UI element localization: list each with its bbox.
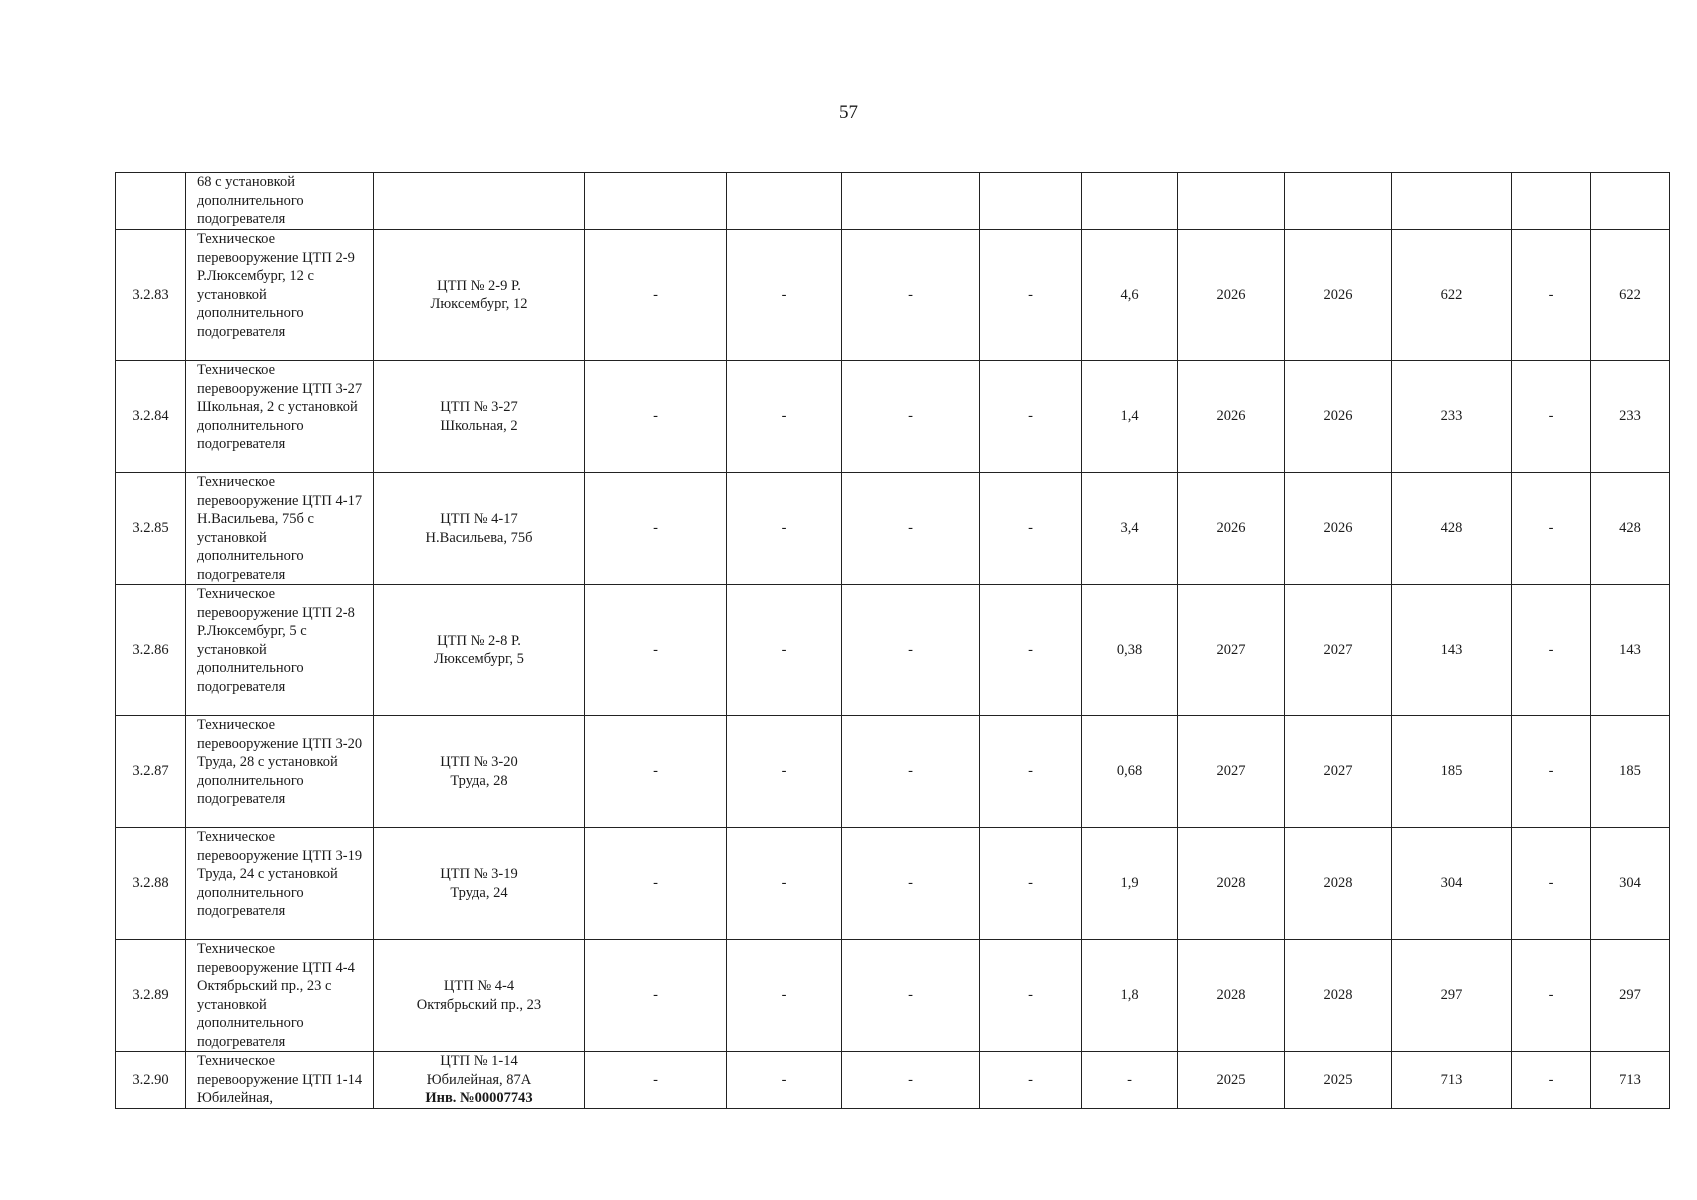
value-cell-c10: 233 bbox=[1591, 361, 1670, 473]
value-cell-c1: - bbox=[585, 828, 727, 940]
address-line: Труда, 24 bbox=[450, 884, 508, 901]
row-address bbox=[374, 585, 585, 716]
value-cell-c5: 4,6 bbox=[1082, 230, 1178, 361]
value-cell-c5: 1,9 bbox=[1082, 828, 1178, 940]
value-cell-c6: 2028 bbox=[1178, 940, 1285, 1052]
value-cell-c1: - bbox=[585, 361, 727, 473]
address-line: ЦТП № 2-8 Р. bbox=[437, 632, 521, 649]
address-line: ЦТП № 3-20 bbox=[440, 754, 518, 770]
value-cell-c8: 233 bbox=[1392, 361, 1512, 473]
value-cell-c4: - bbox=[980, 940, 1082, 1052]
value-cell-c2: - bbox=[727, 1052, 842, 1109]
value-cell-c5: 1,8 bbox=[1082, 940, 1178, 1052]
value-cell-c1: - bbox=[585, 940, 727, 1052]
row-description: Техническое перевооружение ЦТП 1-14 Юбилейная, bbox=[186, 1052, 374, 1109]
row-description: Техническое перевооружение ЦТП 3-19 Труда, 24 с установкой дополнительного подогревателя bbox=[186, 828, 374, 940]
value-cell-c3: - bbox=[842, 585, 980, 716]
value-cell-c7: 2026 bbox=[1285, 473, 1392, 585]
value-cell-c10: 428 bbox=[1591, 473, 1670, 585]
value-cell-c9: - bbox=[1512, 585, 1591, 716]
value-cell-c10: 713 bbox=[1591, 1052, 1670, 1109]
row-address bbox=[374, 828, 585, 940]
value-cell-c2: - bbox=[727, 230, 842, 361]
value-cell-c6: 2025 bbox=[1178, 1052, 1285, 1109]
row-address bbox=[374, 473, 585, 585]
row-description: 68 с установкой дополнительного подогревателя bbox=[186, 173, 374, 230]
row-description: Техническое перевооружение ЦТП 4-17 Н.Васильева, 75б с установкой дополнительного подогревателя bbox=[186, 473, 374, 585]
value-cell-c9: - bbox=[1512, 230, 1591, 361]
value-cell-c4: - bbox=[980, 230, 1082, 361]
row-id: 3.2.87 bbox=[116, 716, 186, 828]
table-row bbox=[116, 230, 1670, 361]
investment-table bbox=[115, 172, 1670, 1109]
address-line: ЦТП № 4-17 bbox=[440, 511, 518, 527]
value-cell-c5: - bbox=[1082, 1052, 1178, 1109]
value-cell-c4: - bbox=[980, 361, 1082, 473]
address-line: Люксембург, 5 bbox=[434, 651, 524, 667]
table-row bbox=[116, 361, 1670, 473]
value-cell-c8: 304 bbox=[1392, 828, 1512, 940]
address-line: Люксембург, 12 bbox=[430, 296, 528, 312]
value-cell-c4: - bbox=[980, 1052, 1082, 1109]
value-cell-c4: - bbox=[980, 828, 1082, 940]
row-id: 3.2.88 bbox=[116, 828, 186, 940]
row-address bbox=[374, 230, 585, 361]
page-number: 57 bbox=[839, 102, 858, 123]
value-cell-c3: - bbox=[842, 1052, 980, 1109]
value-cell-c8: 713 bbox=[1392, 1052, 1512, 1109]
value-cell-c3: - bbox=[842, 716, 980, 828]
inventory-number: Инв. №00007743 bbox=[425, 1090, 533, 1107]
value-cell-c9: - bbox=[1512, 1052, 1591, 1109]
value-cell-c5: 3,4 bbox=[1082, 473, 1178, 585]
value-cell-c6: 2026 bbox=[1178, 473, 1285, 585]
value-cell-c10: 143 bbox=[1591, 585, 1670, 716]
value-cell-c5: 0,38 bbox=[1082, 585, 1178, 716]
value-cell-c1: - bbox=[585, 1052, 727, 1109]
row-address bbox=[374, 940, 585, 1052]
row-id: 3.2.85 bbox=[116, 473, 186, 585]
value-cell-c7: 2028 bbox=[1285, 828, 1392, 940]
value-cell-c7: 2026 bbox=[1285, 361, 1392, 473]
value-cell-c9: - bbox=[1512, 361, 1591, 473]
address-line: Юбилейная, 87А bbox=[426, 1071, 532, 1088]
value-cell-c10: 185 bbox=[1591, 716, 1670, 828]
address-line: ЦТП № 3-27 bbox=[440, 399, 518, 415]
value-cell-c2: - bbox=[727, 361, 842, 473]
value-cell-c3: - bbox=[842, 828, 980, 940]
value-cell-c2: - bbox=[727, 828, 842, 940]
value-cell-c3: - bbox=[842, 361, 980, 473]
value-cell-c9: - bbox=[1512, 716, 1591, 828]
value-cell-c10: 304 bbox=[1591, 828, 1670, 940]
value-cell-c5: 0,68 bbox=[1082, 716, 1178, 828]
value-cell-c3: - bbox=[842, 473, 980, 585]
value-cell-c9: - bbox=[1512, 828, 1591, 940]
address-line: Труда, 28 bbox=[450, 772, 508, 789]
address-line: ЦТП № 2-9 Р. bbox=[437, 277, 521, 294]
value-cell-c8: 622 bbox=[1392, 230, 1512, 361]
value-cell-c7: 2027 bbox=[1285, 716, 1392, 828]
value-cell-c7: 2025 bbox=[1285, 1052, 1392, 1109]
row-id: 3.2.89 bbox=[116, 940, 186, 1052]
table-row bbox=[116, 473, 1670, 585]
value-cell-c3: - bbox=[842, 940, 980, 1052]
value-cell-c7: 2026 bbox=[1285, 230, 1392, 361]
value-cell-c8: 185 bbox=[1392, 716, 1512, 828]
value-cell-c1: - bbox=[585, 473, 727, 585]
value-cell-c6: 2027 bbox=[1178, 585, 1285, 716]
address-line: ЦТП № 4-4 bbox=[443, 978, 515, 994]
value-cell-c4: - bbox=[980, 585, 1082, 716]
value-cell-c7: 2027 bbox=[1285, 585, 1392, 716]
value-cell-c6: 2027 bbox=[1178, 716, 1285, 828]
row-description: Техническое перевооружение ЦТП 3-20 Труда, 28 с установкой дополнительного подогревателя bbox=[186, 716, 374, 828]
address-line: Н.Васильева, 75б bbox=[425, 529, 533, 546]
row-address bbox=[374, 716, 585, 828]
value-cell-c1: - bbox=[585, 230, 727, 361]
table-row bbox=[116, 828, 1670, 940]
row-address bbox=[374, 1052, 585, 1109]
value-cell-c9: - bbox=[1512, 940, 1591, 1052]
value-cell-c4: - bbox=[980, 716, 1082, 828]
value-cell-c1: - bbox=[585, 585, 727, 716]
value-cell-c2: - bbox=[727, 716, 842, 828]
value-cell-c2: - bbox=[727, 473, 842, 585]
row-description: Техническое перевооружение ЦТП 2-8 Р.Люксембург, 5 с установкой дополнительного подогревателя bbox=[186, 585, 374, 716]
table-row bbox=[116, 585, 1670, 716]
row-id: 3.2.84 bbox=[116, 361, 186, 473]
value-cell-c10: 297 bbox=[1591, 940, 1670, 1052]
value-cell-c8: 428 bbox=[1392, 473, 1512, 585]
table-row bbox=[116, 1052, 1670, 1109]
address-line: Октябрьский пр., 23 bbox=[416, 996, 542, 1013]
value-cell-c6: 2028 bbox=[1178, 828, 1285, 940]
row-id-cell bbox=[116, 173, 186, 230]
value-cell-c7: 2028 bbox=[1285, 940, 1392, 1052]
value-cell-c8: 143 bbox=[1392, 585, 1512, 716]
value-cell-c4: - bbox=[980, 473, 1082, 585]
address-line: ЦТП № 3-19 bbox=[440, 866, 518, 882]
table-row-continued bbox=[116, 173, 1670, 230]
value-cell-c8: 297 bbox=[1392, 940, 1512, 1052]
value-cell-c9: - bbox=[1512, 473, 1591, 585]
row-id: 3.2.90 bbox=[116, 1052, 186, 1109]
table-row bbox=[116, 940, 1670, 1052]
row-address bbox=[374, 361, 585, 473]
value-cell-c1: - bbox=[585, 716, 727, 828]
value-cell-c2: - bbox=[727, 940, 842, 1052]
row-id: 3.2.86 bbox=[116, 585, 186, 716]
row-id: 3.2.83 bbox=[116, 230, 186, 361]
value-cell-c6: 2026 bbox=[1178, 230, 1285, 361]
value-cell-c2: - bbox=[727, 585, 842, 716]
address-line: Школьная, 2 bbox=[440, 417, 518, 434]
row-description: Техническое перевооружение ЦТП 2-9 Р.Люксембург, 12 с установкой дополнительного подогревателя bbox=[186, 230, 374, 361]
value-cell-c10: 622 bbox=[1591, 230, 1670, 361]
value-cell-c6: 2026 bbox=[1178, 361, 1285, 473]
value-cell-c5: 1,4 bbox=[1082, 361, 1178, 473]
row-description: Техническое перевооружение ЦТП 4-4 Октябрьский пр., 23 с установкой дополнительного подогревателя bbox=[186, 940, 374, 1052]
row-description: Техническое перевооружение ЦТП 3-27 Школьная, 2 с установкой дополнительного подогревателя bbox=[186, 361, 374, 473]
value-cell-c3: - bbox=[842, 230, 980, 361]
address-line: ЦТП № 1-14 bbox=[440, 1053, 518, 1070]
table-row bbox=[116, 716, 1670, 828]
